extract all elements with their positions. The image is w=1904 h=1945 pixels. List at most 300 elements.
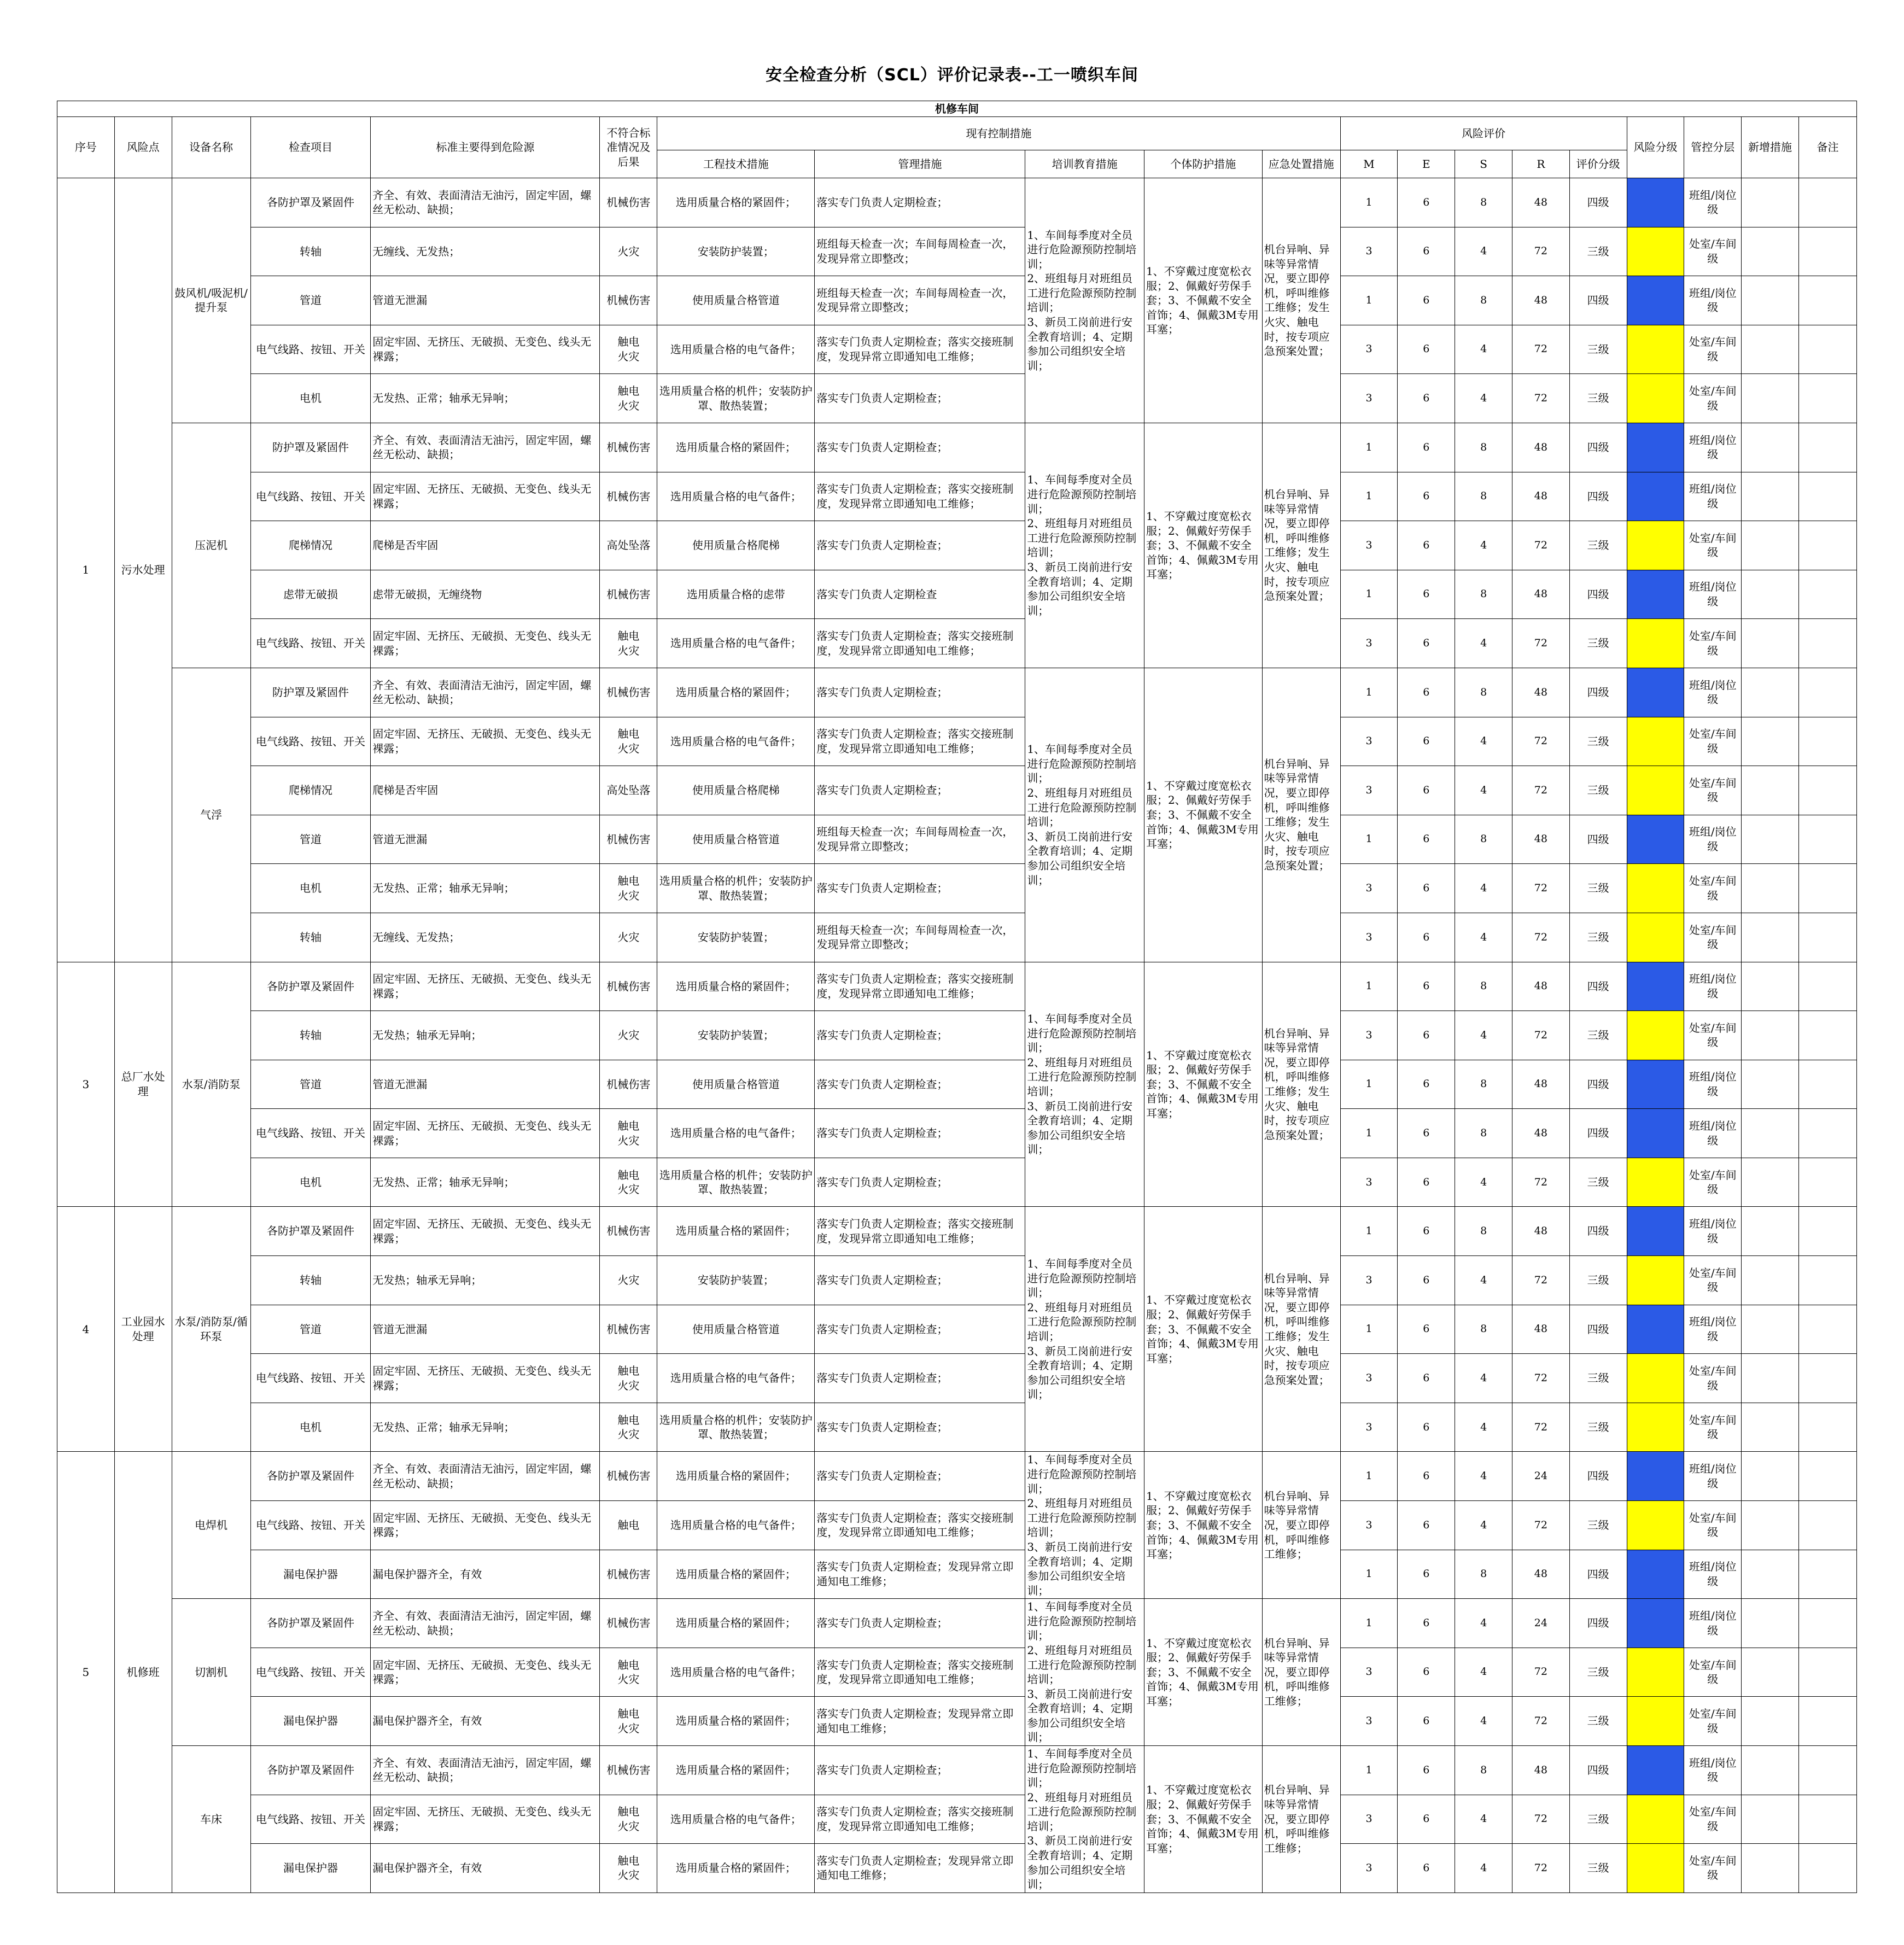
ppe-cell: 1、不穿戴过度宽松衣服；2、佩戴好劳保手套；3、不佩戴不安全首饰；4、佩戴3M专用耳塞； bbox=[1144, 423, 1262, 668]
new-measures-cell bbox=[1742, 766, 1799, 815]
eval-level-cell: 四级 bbox=[1569, 1550, 1627, 1599]
check-item-cell: 电机 bbox=[250, 864, 371, 913]
header-emergency: 应急处置措施 bbox=[1262, 150, 1340, 178]
risk-level-swatch bbox=[1627, 1599, 1684, 1648]
table-row bbox=[57, 521, 1857, 570]
engineering-cell: 选用质量合格的电气备件； bbox=[657, 472, 815, 521]
e-value-cell: 6 bbox=[1398, 1795, 1455, 1844]
engineering-cell: 选用质量合格的紧固件； bbox=[657, 1746, 815, 1795]
m-value-cell: 3 bbox=[1340, 864, 1398, 913]
table-row bbox=[57, 1305, 1857, 1354]
engineering-cell: 使用质量合格管道 bbox=[657, 276, 815, 325]
eval-level-cell: 四级 bbox=[1569, 472, 1627, 521]
standard-cell: 固定牢固、无挤压、无破损、无变色、线头无裸露； bbox=[371, 619, 600, 668]
engineering-cell: 安装防护装置； bbox=[657, 227, 815, 276]
table-row bbox=[57, 1746, 1857, 1795]
control-layer-cell: 班组/岗位级 bbox=[1684, 1060, 1742, 1109]
risk-level-swatch bbox=[1627, 717, 1684, 766]
control-layer-cell: 处室/车间级 bbox=[1684, 521, 1742, 570]
remarks-cell bbox=[1798, 1256, 1856, 1305]
management-cell: 落实专门负责人定期检查； bbox=[815, 1452, 1025, 1501]
s-value-cell: 4 bbox=[1455, 913, 1512, 962]
equipment-cell: 鼓风机/吸泥机/提升泵 bbox=[172, 178, 250, 423]
table-row bbox=[57, 1599, 1857, 1648]
new-measures-cell bbox=[1742, 619, 1799, 668]
management-cell: 落实专门负责人定期检查；落实交接班制度，发现异常立即通知电工维修； bbox=[815, 1501, 1025, 1550]
remarks-cell bbox=[1798, 1158, 1856, 1207]
risk-level-swatch bbox=[1627, 668, 1684, 717]
new-measures-cell bbox=[1742, 1354, 1799, 1403]
standard-cell: 无发热；轴承无异响； bbox=[371, 1011, 600, 1060]
eval-level-cell: 四级 bbox=[1569, 668, 1627, 717]
management-cell: 落实专门负责人定期检查； bbox=[815, 178, 1025, 227]
standard-cell: 固定牢固、无挤压、无破损、无变色、线头无裸露； bbox=[371, 1109, 600, 1158]
management-cell: 落实专门负责人定期检查；落实交接班制度，发现异常立即通知电工维修； bbox=[815, 472, 1025, 521]
header-r: R bbox=[1512, 150, 1570, 178]
control-layer-cell: 处室/车间级 bbox=[1684, 864, 1742, 913]
control-layer-cell: 处室/车间级 bbox=[1684, 913, 1742, 962]
emergency-cell: 机台异响、异味等异常情况，要立即停机，呼叫维修工维修；发生火灾、触电时，按专项应急预案处置； bbox=[1262, 1207, 1340, 1452]
table-row bbox=[57, 423, 1857, 472]
management-cell: 落实专门负责人定期检查；落实交接班制度，发现异常立即通知电工维修； bbox=[815, 325, 1025, 374]
e-value-cell: 6 bbox=[1398, 570, 1455, 619]
header-engineering: 工程技术措施 bbox=[657, 150, 815, 178]
standard-cell: 漏电保护器齐全，有效 bbox=[371, 1550, 600, 1599]
e-value-cell: 6 bbox=[1398, 1648, 1455, 1697]
standard-cell: 固定牢固、无挤压、无破损、无变色、线头无裸露； bbox=[371, 325, 600, 374]
standard-cell: 固定牢固、无挤压、无破损、无变色、线头无裸露； bbox=[371, 962, 600, 1011]
m-value-cell: 3 bbox=[1340, 913, 1398, 962]
e-value-cell: 6 bbox=[1398, 766, 1455, 815]
remarks-cell bbox=[1798, 276, 1856, 325]
r-value-cell: 72 bbox=[1512, 1648, 1570, 1697]
engineering-cell: 使用质量合格管道 bbox=[657, 1060, 815, 1109]
header-new-measures: 新增措施 bbox=[1742, 117, 1799, 178]
management-cell: 落实专门负责人定期检查；落实交接班制度，发现异常立即通知电工维修； bbox=[815, 1207, 1025, 1256]
r-value-cell: 72 bbox=[1512, 1403, 1570, 1452]
header-s: S bbox=[1455, 150, 1512, 178]
management-cell: 落实专门负责人定期检查；落实交接班制度，发现异常立即通知电工维修； bbox=[815, 1648, 1025, 1697]
remarks-cell bbox=[1798, 570, 1856, 619]
engineering-cell: 安装防护装置； bbox=[657, 1011, 815, 1060]
risk-level-swatch bbox=[1627, 423, 1684, 472]
consequence-cell: 触电 火灾 bbox=[600, 619, 657, 668]
r-value-cell: 72 bbox=[1512, 1354, 1570, 1403]
control-layer-cell: 处室/车间级 bbox=[1684, 1844, 1742, 1893]
management-cell: 落实专门负责人定期检查；落实交接班制度，发现异常立即通知电工维修； bbox=[815, 1795, 1025, 1844]
eval-level-cell: 四级 bbox=[1569, 962, 1627, 1011]
s-value-cell: 8 bbox=[1455, 1109, 1512, 1158]
control-layer-cell: 班组/岗位级 bbox=[1684, 668, 1742, 717]
new-measures-cell bbox=[1742, 1109, 1799, 1158]
table-row bbox=[57, 913, 1857, 962]
e-value-cell: 6 bbox=[1398, 1011, 1455, 1060]
standard-cell: 漏电保护器齐全，有效 bbox=[371, 1697, 600, 1746]
check-item-cell: 转轴 bbox=[250, 1011, 371, 1060]
check-item-cell: 转轴 bbox=[250, 1256, 371, 1305]
new-measures-cell bbox=[1742, 374, 1799, 423]
management-cell: 落实专门负责人定期检查； bbox=[815, 766, 1025, 815]
engineering-cell: 选用质量合格的紧固件； bbox=[657, 1697, 815, 1746]
eval-level-cell: 四级 bbox=[1569, 815, 1627, 864]
remarks-cell bbox=[1798, 178, 1856, 227]
s-value-cell: 4 bbox=[1455, 1844, 1512, 1893]
engineering-cell: 选用质量合格的电气备件； bbox=[657, 1109, 815, 1158]
header-risk-level: 风险分级 bbox=[1627, 117, 1684, 178]
consequence-cell: 触电 bbox=[600, 1501, 657, 1550]
s-value-cell: 8 bbox=[1455, 1550, 1512, 1599]
consequence-cell: 触电 火灾 bbox=[600, 1354, 657, 1403]
risk-level-swatch bbox=[1627, 1060, 1684, 1109]
consequence-cell: 高处坠落 bbox=[600, 766, 657, 815]
remarks-cell bbox=[1798, 1746, 1856, 1795]
eval-level-cell: 三级 bbox=[1569, 913, 1627, 962]
s-value-cell: 8 bbox=[1455, 423, 1512, 472]
risk-level-swatch bbox=[1627, 815, 1684, 864]
risk-level-swatch bbox=[1627, 913, 1684, 962]
table-row bbox=[57, 1452, 1857, 1501]
sheet-title: 安全检查分析（SCL）评价记录表--工一喷织车间 bbox=[766, 66, 1138, 85]
eval-level-cell: 四级 bbox=[1569, 276, 1627, 325]
new-measures-cell bbox=[1742, 913, 1799, 962]
new-measures-cell bbox=[1742, 1795, 1799, 1844]
engineering-cell: 选用质量合格的电气备件； bbox=[657, 1648, 815, 1697]
remarks-cell bbox=[1798, 1795, 1856, 1844]
new-measures-cell bbox=[1742, 1501, 1799, 1550]
equipment-cell: 水泵/消防泵 bbox=[172, 962, 250, 1207]
consequence-cell: 触电 火灾 bbox=[600, 374, 657, 423]
control-layer-cell: 处室/车间级 bbox=[1684, 1403, 1742, 1452]
check-item-cell: 各防护罩及紧固件 bbox=[250, 1599, 371, 1648]
s-value-cell: 4 bbox=[1455, 864, 1512, 913]
table-row bbox=[57, 717, 1857, 766]
r-value-cell: 72 bbox=[1512, 1256, 1570, 1305]
management-cell: 落实专门负责人定期检查； bbox=[815, 668, 1025, 717]
risk-level-swatch bbox=[1627, 1746, 1684, 1795]
check-item-cell: 转轴 bbox=[250, 913, 371, 962]
e-value-cell: 6 bbox=[1398, 864, 1455, 913]
r-value-cell: 72 bbox=[1512, 227, 1570, 276]
consequence-cell: 触电 火灾 bbox=[600, 1795, 657, 1844]
management-cell: 落实专门负责人定期检查； bbox=[815, 1158, 1025, 1207]
ppe-cell: 1、不穿戴过度宽松衣服；2、佩戴好劳保手套；3、不佩戴不安全首饰；4、佩戴3M专用耳塞； bbox=[1144, 1207, 1262, 1452]
header-m: M bbox=[1340, 150, 1398, 178]
consequence-cell: 机械伤害 bbox=[600, 668, 657, 717]
header-control-layer: 管控分层 bbox=[1684, 117, 1742, 178]
engineering-cell: 选用质量合格的紧固件； bbox=[657, 423, 815, 472]
risk-level-swatch bbox=[1627, 1305, 1684, 1354]
s-value-cell: 4 bbox=[1455, 1158, 1512, 1207]
s-value-cell: 4 bbox=[1455, 1648, 1512, 1697]
consequence-cell: 触电 火灾 bbox=[600, 1844, 657, 1893]
management-cell: 落实专门负责人定期检查；落实交接班制度，发现异常立即通知电工维修； bbox=[815, 717, 1025, 766]
r-value-cell: 24 bbox=[1512, 1452, 1570, 1501]
header-item: 检查项目 bbox=[250, 117, 371, 178]
consequence-cell: 触电 火灾 bbox=[600, 1648, 657, 1697]
eval-level-cell: 三级 bbox=[1569, 1844, 1627, 1893]
m-value-cell: 1 bbox=[1340, 1452, 1398, 1501]
e-value-cell: 6 bbox=[1398, 1501, 1455, 1550]
r-value-cell: 72 bbox=[1512, 1158, 1570, 1207]
eval-level-cell: 三级 bbox=[1569, 1011, 1627, 1060]
consequence-cell: 火灾 bbox=[600, 1011, 657, 1060]
risk-level-swatch bbox=[1627, 962, 1684, 1011]
s-value-cell: 4 bbox=[1455, 1256, 1512, 1305]
table-row bbox=[57, 570, 1857, 619]
control-layer-cell: 班组/岗位级 bbox=[1684, 815, 1742, 864]
e-value-cell: 6 bbox=[1398, 962, 1455, 1011]
emergency-cell: 机台异响、异味等异常情况，要立即停机，呼叫维修工维修；发生火灾、触电时，按专项应急预案处置； bbox=[1262, 423, 1340, 668]
check-item-cell: 管道 bbox=[250, 1060, 371, 1109]
remarks-cell bbox=[1798, 1648, 1856, 1697]
management-cell: 落实专门负责人定期检查；落实交接班制度，发现异常立即通知电工维修； bbox=[815, 619, 1025, 668]
management-cell: 落实专门负责人定期检查； bbox=[815, 521, 1025, 570]
e-value-cell: 6 bbox=[1398, 521, 1455, 570]
eval-level-cell: 三级 bbox=[1569, 1697, 1627, 1746]
table-row bbox=[57, 619, 1857, 668]
seq-cell: 5 bbox=[57, 1452, 115, 1893]
standard-cell: 爬梯是否牢固 bbox=[371, 521, 600, 570]
remarks-cell bbox=[1798, 864, 1856, 913]
control-layer-cell: 班组/岗位级 bbox=[1684, 423, 1742, 472]
standard-cell: 齐全、有效、表面清洁无油污，固定牢固，螺丝无松动、缺损； bbox=[371, 1746, 600, 1795]
risk-level-swatch bbox=[1627, 1501, 1684, 1550]
check-item-cell: 各防护罩及紧固件 bbox=[250, 962, 371, 1011]
check-item-cell: 管道 bbox=[250, 815, 371, 864]
engineering-cell: 选用质量合格的紧固件； bbox=[657, 1844, 815, 1893]
consequence-cell: 机械伤害 bbox=[600, 1207, 657, 1256]
engineering-cell: 选用质量合格的电气备件； bbox=[657, 619, 815, 668]
seq-cell: 1 bbox=[57, 178, 115, 962]
consequence-cell: 机械伤害 bbox=[600, 1060, 657, 1109]
management-cell: 落实专门负责人定期检查；落实交接班制度，发现异常立即通知电工维修； bbox=[815, 962, 1025, 1011]
consequence-cell: 机械伤害 bbox=[600, 1452, 657, 1501]
engineering-cell: 选用质量合格的虑带 bbox=[657, 570, 815, 619]
s-value-cell: 4 bbox=[1455, 1599, 1512, 1648]
table-row bbox=[57, 1109, 1857, 1158]
management-cell: 落实专门负责人定期检查； bbox=[815, 423, 1025, 472]
engineering-cell: 使用质量合格爬梯 bbox=[657, 766, 815, 815]
eval-level-cell: 四级 bbox=[1569, 1060, 1627, 1109]
check-item-cell: 虑带无破损 bbox=[250, 570, 371, 619]
m-value-cell: 1 bbox=[1340, 1746, 1398, 1795]
m-value-cell: 3 bbox=[1340, 227, 1398, 276]
new-measures-cell bbox=[1742, 1599, 1799, 1648]
control-layer-cell: 处室/车间级 bbox=[1684, 227, 1742, 276]
s-value-cell: 8 bbox=[1455, 1746, 1512, 1795]
m-value-cell: 3 bbox=[1340, 766, 1398, 815]
remarks-cell bbox=[1798, 1452, 1856, 1501]
new-measures-cell bbox=[1742, 1158, 1799, 1207]
risk-point-cell: 污水处理 bbox=[114, 178, 172, 962]
risk-level-swatch bbox=[1627, 472, 1684, 521]
r-value-cell: 72 bbox=[1512, 325, 1570, 374]
management-cell: 落实专门负责人定期检查； bbox=[815, 1746, 1025, 1795]
emergency-cell: 机台异响、异味等异常情况，要立即停机，呼叫维修工维修； bbox=[1262, 1599, 1340, 1746]
table-row bbox=[57, 1207, 1857, 1256]
s-value-cell: 4 bbox=[1455, 1501, 1512, 1550]
eval-level-cell: 三级 bbox=[1569, 864, 1627, 913]
consequence-cell: 机械伤害 bbox=[600, 472, 657, 521]
eval-level-cell: 四级 bbox=[1569, 178, 1627, 227]
r-value-cell: 48 bbox=[1512, 472, 1570, 521]
s-value-cell: 8 bbox=[1455, 1305, 1512, 1354]
management-cell: 落实专门负责人定期检查； bbox=[815, 1109, 1025, 1158]
check-item-cell: 电气线路、按钮、开关 bbox=[250, 1109, 371, 1158]
check-item-cell: 转轴 bbox=[250, 227, 371, 276]
check-item-cell: 电机 bbox=[250, 1403, 371, 1452]
header-controls: 现有控制措施 bbox=[657, 117, 1340, 150]
equipment-cell: 车床 bbox=[172, 1746, 250, 1893]
header-e: E bbox=[1398, 150, 1455, 178]
e-value-cell: 6 bbox=[1398, 1746, 1455, 1795]
management-cell: 落实专门负责人定期检查； bbox=[815, 1403, 1025, 1452]
e-value-cell: 6 bbox=[1398, 276, 1455, 325]
r-value-cell: 72 bbox=[1512, 1011, 1570, 1060]
management-cell: 落实专门负责人定期检查； bbox=[815, 1599, 1025, 1648]
r-value-cell: 48 bbox=[1512, 423, 1570, 472]
engineering-cell: 选用质量合格的机件；安装防护罩、散热装置； bbox=[657, 374, 815, 423]
table-row bbox=[57, 1697, 1857, 1746]
standard-cell: 无发热；轴承无异响； bbox=[371, 1256, 600, 1305]
new-measures-cell bbox=[1742, 1060, 1799, 1109]
risk-level-swatch bbox=[1627, 766, 1684, 815]
m-value-cell: 1 bbox=[1340, 570, 1398, 619]
s-value-cell: 4 bbox=[1455, 1011, 1512, 1060]
standard-cell: 无发热、正常；轴承无异响； bbox=[371, 1403, 600, 1452]
e-value-cell: 6 bbox=[1398, 1550, 1455, 1599]
equipment-cell: 切割机 bbox=[172, 1599, 250, 1746]
remarks-cell bbox=[1798, 962, 1856, 1011]
new-measures-cell bbox=[1742, 570, 1799, 619]
r-value-cell: 48 bbox=[1512, 962, 1570, 1011]
risk-level-swatch bbox=[1627, 570, 1684, 619]
engineering-cell: 选用质量合格的电气备件； bbox=[657, 1354, 815, 1403]
s-value-cell: 8 bbox=[1455, 962, 1512, 1011]
risk-level-swatch bbox=[1627, 1207, 1684, 1256]
header-risk-eval: 风险评价 bbox=[1340, 117, 1627, 150]
eval-level-cell: 三级 bbox=[1569, 1501, 1627, 1550]
control-layer-cell: 处室/车间级 bbox=[1684, 1011, 1742, 1060]
engineering-cell: 选用质量合格的电气备件； bbox=[657, 717, 815, 766]
table-body bbox=[57, 178, 1857, 1893]
risk-point-cell: 总厂水处理 bbox=[114, 962, 172, 1207]
standard-cell: 齐全、有效、表面清洁无油污，固定牢固，螺丝无松动、缺损； bbox=[371, 1452, 600, 1501]
e-value-cell: 6 bbox=[1398, 1109, 1455, 1158]
eval-level-cell: 三级 bbox=[1569, 1354, 1627, 1403]
control-layer-cell: 班组/岗位级 bbox=[1684, 276, 1742, 325]
remarks-cell bbox=[1798, 766, 1856, 815]
remarks-cell bbox=[1798, 423, 1856, 472]
check-item-cell: 电机 bbox=[250, 1158, 371, 1207]
seq-cell: 4 bbox=[57, 1207, 115, 1452]
risk-level-swatch bbox=[1627, 1697, 1684, 1746]
control-layer-cell: 处室/车间级 bbox=[1684, 766, 1742, 815]
risk-level-swatch bbox=[1627, 325, 1684, 374]
check-item-cell: 各防护罩及紧固件 bbox=[250, 1207, 371, 1256]
consequence-cell: 触电 火灾 bbox=[600, 864, 657, 913]
header-equipment: 设备名称 bbox=[172, 117, 250, 178]
m-value-cell: 1 bbox=[1340, 423, 1398, 472]
s-value-cell: 4 bbox=[1455, 1452, 1512, 1501]
consequence-cell: 触电 火灾 bbox=[600, 1403, 657, 1452]
s-value-cell: 4 bbox=[1455, 325, 1512, 374]
control-layer-cell: 班组/岗位级 bbox=[1684, 1746, 1742, 1795]
eval-level-cell: 四级 bbox=[1569, 1305, 1627, 1354]
header-eval-level: 评价分级 bbox=[1569, 150, 1627, 178]
remarks-cell bbox=[1798, 913, 1856, 962]
risk-level-swatch bbox=[1627, 1256, 1684, 1305]
table-row bbox=[57, 325, 1857, 374]
check-item-cell: 电气线路、按钮、开关 bbox=[250, 619, 371, 668]
engineering-cell: 选用质量合格的电气备件； bbox=[657, 325, 815, 374]
r-value-cell: 48 bbox=[1512, 1207, 1570, 1256]
eval-level-cell: 三级 bbox=[1569, 1795, 1627, 1844]
eval-level-cell: 三级 bbox=[1569, 374, 1627, 423]
remarks-cell bbox=[1798, 1697, 1856, 1746]
check-item-cell: 爬梯情况 bbox=[250, 766, 371, 815]
header-consequence: 不符合标准情况及后果 bbox=[600, 117, 657, 178]
new-measures-cell bbox=[1742, 227, 1799, 276]
management-cell: 落实专门负责人定期检查； bbox=[815, 374, 1025, 423]
header-management: 管理措施 bbox=[815, 150, 1025, 178]
eval-level-cell: 四级 bbox=[1569, 570, 1627, 619]
eval-level-cell: 四级 bbox=[1569, 1207, 1627, 1256]
r-value-cell: 72 bbox=[1512, 1501, 1570, 1550]
m-value-cell: 3 bbox=[1340, 619, 1398, 668]
remarks-cell bbox=[1798, 521, 1856, 570]
control-layer-cell: 班组/岗位级 bbox=[1684, 1550, 1742, 1599]
equipment-cell: 电焊机 bbox=[172, 1452, 250, 1599]
eval-level-cell: 三级 bbox=[1569, 619, 1627, 668]
s-value-cell: 8 bbox=[1455, 815, 1512, 864]
consequence-cell: 机械伤害 bbox=[600, 276, 657, 325]
table-row bbox=[57, 668, 1857, 717]
check-item-cell: 电气线路、按钮、开关 bbox=[250, 1648, 371, 1697]
engineering-cell: 选用质量合格的紧固件； bbox=[657, 1599, 815, 1648]
new-measures-cell bbox=[1742, 1550, 1799, 1599]
standard-cell: 固定牢固、无挤压、无破损、无变色、线头无裸露； bbox=[371, 717, 600, 766]
control-layer-cell: 处室/车间级 bbox=[1684, 1256, 1742, 1305]
table-row bbox=[57, 374, 1857, 423]
control-layer-cell: 班组/岗位级 bbox=[1684, 1305, 1742, 1354]
standard-cell: 管道无泄漏 bbox=[371, 815, 600, 864]
risk-level-swatch bbox=[1627, 1795, 1684, 1844]
training-cell: 1、车间每季度对全员进行危险源预防控制培训； 2、班组每月对班组员工进行危险源预防控制培训； 3、新员工岗前进行安全教育培训；4、定期参加公司组织安全培训； bbox=[1025, 178, 1144, 423]
training-cell: 1、车间每季度对全员进行危险源预防控制培训； 2、班组每月对班组员工进行危险源预防控制培训； 3、新员工岗前进行安全教育培训；4、定期参加公司组织安全培训； bbox=[1025, 1599, 1144, 1746]
equipment-cell: 气浮 bbox=[172, 668, 250, 962]
consequence-cell: 触电 火灾 bbox=[600, 325, 657, 374]
header-ppe: 个体防护措施 bbox=[1144, 150, 1262, 178]
eval-level-cell: 四级 bbox=[1569, 1109, 1627, 1158]
standard-cell: 齐全、有效、表面清洁无油污，固定牢固，螺丝无松动、缺损； bbox=[371, 423, 600, 472]
remarks-cell bbox=[1798, 1354, 1856, 1403]
e-value-cell: 6 bbox=[1398, 619, 1455, 668]
s-value-cell: 8 bbox=[1455, 1207, 1512, 1256]
remarks-cell bbox=[1798, 325, 1856, 374]
engineering-cell: 选用质量合格的电气备件； bbox=[657, 1795, 815, 1844]
eval-level-cell: 三级 bbox=[1569, 521, 1627, 570]
eval-level-cell: 三级 bbox=[1569, 1256, 1627, 1305]
e-value-cell: 6 bbox=[1398, 668, 1455, 717]
m-value-cell: 3 bbox=[1340, 1697, 1398, 1746]
r-value-cell: 72 bbox=[1512, 1844, 1570, 1893]
control-layer-cell: 班组/岗位级 bbox=[1684, 1452, 1742, 1501]
e-value-cell: 6 bbox=[1398, 1158, 1455, 1207]
s-value-cell: 8 bbox=[1455, 276, 1512, 325]
m-value-cell: 1 bbox=[1340, 1599, 1398, 1648]
training-cell: 1、车间每季度对全员进行危险源预防控制培训； 2、班组每月对班组员工进行危险源预防控制培训； 3、新员工岗前进行安全教育培训；4、定期参加公司组织安全培训； bbox=[1025, 1746, 1144, 1893]
